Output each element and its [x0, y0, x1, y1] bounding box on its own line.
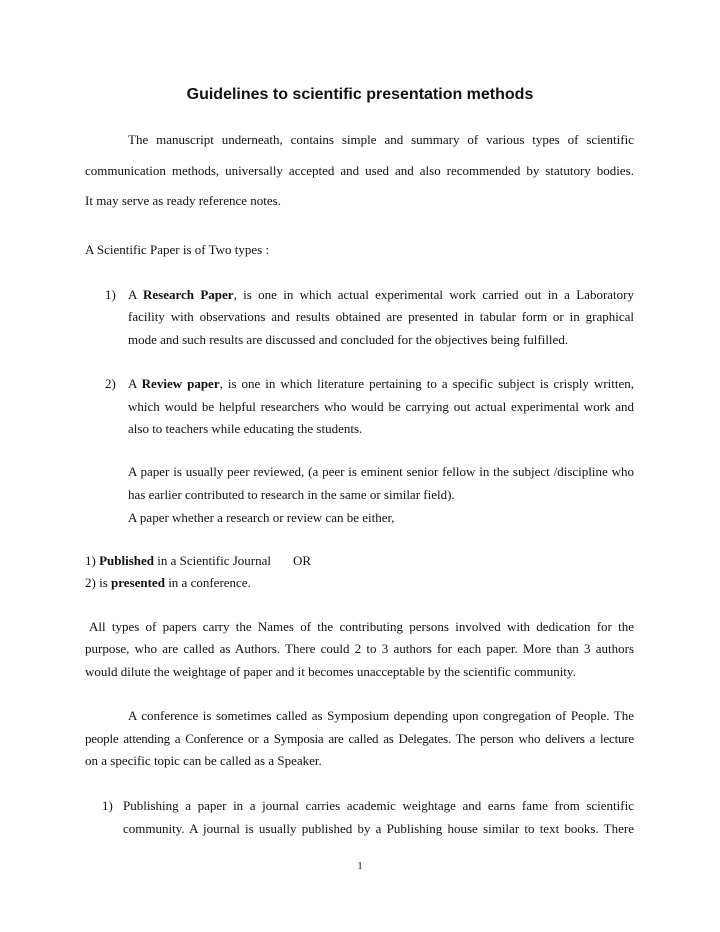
item1-line-3: mode and such results are discussed and concluded for the objectives being fulfilled.: [128, 332, 569, 347]
page-number: 1: [357, 860, 363, 872]
journal-line-2: community. A journal is usually published by a Publishing house similar to text books. There: [123, 821, 634, 836]
journal-line-1: Publishing a paper in a journal carries academic weightage and earns fame from scientific: [123, 798, 634, 813]
item2-line-3: also to teachers while educating the students.: [128, 421, 363, 436]
item2-number: 2): [105, 376, 116, 391]
presented-term: presented: [111, 575, 165, 590]
conference-line-2: people attending a Conference or a Symposia are called as Delegates. The person who delivers a lecture: [85, 731, 634, 746]
types-heading: A Scientific Paper is of Two types :: [85, 242, 270, 257]
intro-line-2: communication methods, universally accepted and used and also recommended by statutory bodies.: [85, 163, 634, 178]
intro-line-1: The manuscript underneath, contains simple and summary of various types of scientific: [128, 132, 634, 147]
conference-line-3: on a specific topic can be called as a Speaker.: [85, 753, 322, 768]
authors-line-1: All types of papers carry the Names of the contributing persons involved with dedication for the: [89, 619, 634, 634]
authors-line-3: would dilute the weightage of paper and it becomes unacceptable by the scientific community.: [85, 664, 576, 679]
item2-line-2: which would be helpful researchers who would be carrying out actual experimental work and: [128, 399, 634, 414]
peer-line-1: A paper is usually peer reviewed, (a peer is eminent senior fellow in the subject /discipline who: [128, 464, 634, 479]
conference-line-1: A conference is sometimes called as Symposium depending upon congregation of People. The: [128, 708, 634, 723]
option-published: 1) Published in a Scientific Journal: [85, 553, 271, 568]
item1-number: 1): [105, 287, 116, 302]
peer-line-2: has earlier contributed to research in the same or similar field).: [128, 487, 455, 502]
journal-number: 1): [102, 798, 113, 813]
item1-line-2: facility with observations and results obtained are presented in tabular form or in graphical: [128, 309, 634, 324]
option-presented: 2) is presented in a conference.: [85, 575, 251, 590]
research-paper-term: Research Paper: [143, 287, 234, 302]
intro-line-3: It may serve as ready reference notes.: [85, 193, 281, 208]
authors-line-2: purpose, who are called as Authors. There could 2 to 3 authors for each paper. More than 3 authors: [85, 641, 634, 656]
item2-line-1: A Review paper, is one in which literature pertaining to a specific subject is crisply written,: [128, 376, 635, 391]
option-or: OR: [293, 553, 312, 568]
review-paper-term: Review paper: [141, 376, 220, 391]
published-term: Published: [99, 553, 155, 568]
page-title: Guidelines to scientific presentation methods: [186, 86, 534, 103]
peer-line-3: A paper whether a research or review can be either,: [128, 510, 395, 525]
item1-line-1: A Research Paper, is one in which actual experimental work carried out in a Laboratory: [128, 287, 634, 302]
